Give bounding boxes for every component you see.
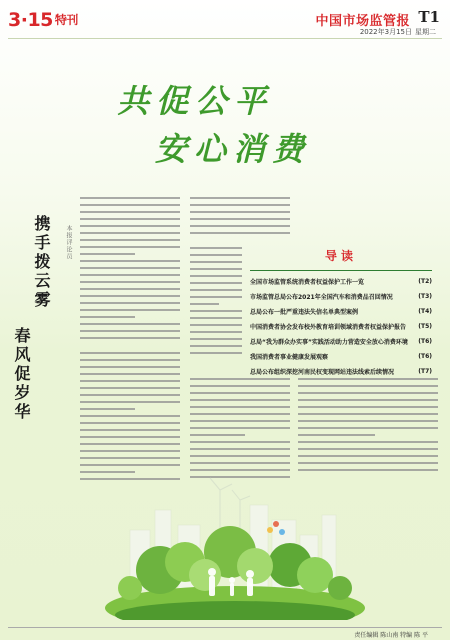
text-line [80,204,180,206]
text-line [80,464,180,466]
text-line [190,324,242,326]
text-line [190,254,242,256]
toc-item-title: 总局公布一批严重违法失信名单典型案例 [250,309,359,316]
text-line [190,331,242,333]
text-line [190,420,290,422]
special-label: 特刊 [54,13,78,27]
text-line [190,345,242,347]
feature-headline [12,215,62,475]
toc-item[interactable] [250,352,432,361]
text-line [190,385,290,387]
text-line [190,448,290,450]
text-line [190,392,290,394]
toc-item-page: (T4) [418,308,432,315]
toc-item-page: (T5) [418,323,432,330]
text-line [80,401,180,403]
text-line [190,441,290,443]
text-line [190,211,290,213]
text-line [80,274,180,276]
text-line [80,394,180,396]
toc-item[interactable] [250,292,432,301]
toc-item[interactable] [250,367,432,376]
text-line [80,337,180,339]
headline-line-1: 携手拨云雾 [32,215,51,310]
text-line [190,352,242,354]
headline-line-2: 春风促岁华 [12,327,31,422]
text-line [298,385,438,387]
article-column-4 [190,247,242,365]
text-line [80,281,180,283]
table-of-contents [250,247,432,382]
text-line [80,288,180,290]
text-line [190,232,290,234]
toc-item-page: (T6) [418,338,432,345]
text-line [80,295,180,297]
text-line [80,232,180,234]
text-line [80,415,180,417]
text-line [80,211,180,213]
text-line [80,373,180,375]
slogan-line-1: 共促公平 [117,82,274,120]
masthead: 中国市场监管报 [315,14,410,29]
text-line [190,204,290,206]
text-line [190,218,290,220]
page-number: T1 [418,8,440,26]
text-line [80,316,135,318]
text-line [80,253,135,255]
text-line [80,302,180,304]
text-line [298,462,438,464]
text-line [80,267,180,269]
text-line [190,303,219,305]
text-line [80,359,180,361]
text-line [298,399,438,401]
text-line [80,352,180,354]
calligraphy-slogan [95,62,355,174]
text-line [190,310,242,312]
text-line [80,422,180,424]
text-line [80,260,180,262]
article-column-3 [190,197,290,242]
toc-item[interactable] [250,337,432,346]
toc-item[interactable] [250,307,432,316]
text-line [190,434,245,436]
text-line [298,448,438,450]
text-line [80,197,180,199]
text-line [298,427,438,429]
text-line [298,441,438,443]
toc-item-title: 全国市场监管系统消费者权益保护工作一览 [250,279,365,286]
issue-weekday: 星期二 [415,28,436,36]
issue-date: 2022年3月15日 [359,28,412,36]
text-line [80,323,180,325]
toc-item-title: 市场监管总局公布2021年全国汽车和消费品召回情况 [250,294,393,301]
text-line [80,429,180,431]
text-line [80,366,180,368]
byline: 本报评论员 [65,225,72,260]
toc-item-title: 总局“我为群众办实事”实践活动助力营造安全放心消费环境 [250,339,408,346]
article-column-6 [298,378,438,478]
text-line [190,225,290,227]
text-line [190,455,290,457]
text-line [80,239,180,241]
text-line [80,457,180,459]
text-line [190,462,290,464]
toc-item[interactable] [250,322,432,331]
text-line [80,443,180,445]
slogan-line-2: 安心消费 [155,130,312,168]
text-line [298,420,438,422]
page-header [0,0,450,42]
toc-item[interactable] [250,277,432,286]
text-line [80,246,180,248]
page-footer [0,624,450,640]
text-line [190,296,242,298]
text-line [80,408,135,410]
text-line [190,261,242,263]
header-divider [8,38,442,39]
toc-title: 导读 [324,249,357,263]
green-city-illustration [100,470,370,620]
text-line [190,413,290,415]
editor-credit: 责任编辑 陈山南 特编 陈 平 [354,632,428,639]
text-line [80,330,180,332]
text-line [190,427,290,429]
text-line [190,399,290,401]
text-line [298,413,438,415]
toc-item-page: (T6) [418,353,432,360]
text-line [298,392,438,394]
text-line [298,455,438,457]
text-line [80,450,180,452]
toc-list [250,277,432,376]
footer-divider [8,627,442,628]
text-line [80,309,180,311]
special-number: 3·15 [8,9,53,31]
text-line [190,406,290,408]
text-line [190,338,242,340]
text-line [190,317,242,319]
toc-item-page: (T3) [418,293,432,300]
toc-item-page: (T2) [418,278,432,285]
text-line [190,282,242,284]
toc-item-title: 我国消费者事业健康发展观察 [250,354,329,361]
text-line [190,268,242,270]
text-line [298,406,438,408]
toc-item-title: 总局公布组织深挖河南民权变现网站违法线索后续情况 [250,369,395,376]
text-line [298,434,375,436]
text-line [80,218,180,220]
special-issue-logo [8,10,78,30]
text-line [80,380,180,382]
text-line [190,247,242,249]
text-line [80,225,180,227]
toc-divider [250,270,432,271]
text-line [190,289,242,291]
toc-item-title: 中国消费者协会发布校外教育培训领域消费者权益保护报告 [250,324,407,331]
toc-item-page: (T7) [418,368,432,375]
text-line [80,387,180,389]
text-line [190,275,242,277]
text-line [80,436,180,438]
text-line [190,197,290,199]
